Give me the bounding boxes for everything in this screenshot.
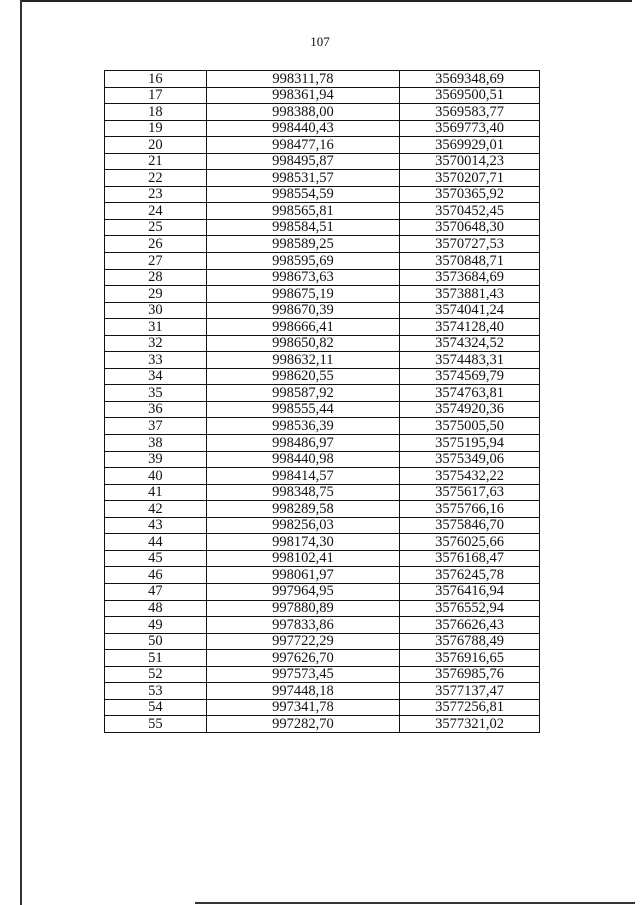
table-row: [105, 153, 540, 170]
table-row: [105, 269, 540, 286]
table-row: [105, 352, 540, 369]
x-coordinate-cell: 998061,97: [206, 567, 400, 584]
table-row: [105, 302, 540, 319]
point-number-cell: 34: [105, 368, 207, 385]
table-row: [105, 87, 540, 104]
table-row: [105, 716, 540, 733]
point-number-cell: 30: [105, 302, 207, 319]
point-number-cell: 51: [105, 650, 207, 667]
x-coordinate-cell: 998555,44: [206, 401, 400, 418]
x-coordinate-cell: 998632,11: [206, 352, 400, 369]
y-coordinate-cell: 3573684,69: [400, 269, 540, 286]
y-coordinate-cell: 3577321,02: [400, 716, 540, 733]
table-row: [105, 468, 540, 485]
point-number-cell: 21: [105, 153, 207, 170]
table-row: [105, 253, 540, 270]
x-coordinate-cell: 998348,75: [206, 484, 400, 501]
table-row: [105, 600, 540, 617]
table-row: [105, 170, 540, 187]
x-coordinate-cell: 997341,78: [206, 699, 400, 716]
point-number-cell: 42: [105, 501, 207, 518]
x-coordinate-cell: 998536,39: [206, 418, 400, 435]
point-number-cell: 28: [105, 269, 207, 286]
point-number-cell: 33: [105, 352, 207, 369]
x-coordinate-cell: 998440,98: [206, 451, 400, 468]
x-coordinate-cell: 997880,89: [206, 600, 400, 617]
table-row: [105, 650, 540, 667]
coordinates-table: [104, 70, 540, 733]
table-row: [105, 583, 540, 600]
y-coordinate-cell: 3576416,94: [400, 583, 540, 600]
coordinates-table-body: [105, 71, 540, 733]
table-row: [105, 335, 540, 352]
x-coordinate-cell: 998673,63: [206, 269, 400, 286]
x-coordinate-cell: 998440,43: [206, 120, 400, 137]
y-coordinate-cell: 3569583,77: [400, 104, 540, 121]
y-coordinate-cell: 3569929,01: [400, 137, 540, 154]
x-coordinate-cell: 997833,86: [206, 617, 400, 634]
y-coordinate-cell: 3570014,23: [400, 153, 540, 170]
y-coordinate-cell: 3570207,71: [400, 170, 540, 187]
point-number-cell: 39: [105, 451, 207, 468]
point-number-cell: 16: [105, 71, 207, 88]
x-coordinate-cell: 998477,16: [206, 137, 400, 154]
scan-edge-left: [20, 0, 22, 905]
table-row: [105, 219, 540, 236]
x-coordinate-cell: 998554,59: [206, 186, 400, 203]
y-coordinate-cell: 3569348,69: [400, 71, 540, 88]
table-row: [105, 683, 540, 700]
table-row: [105, 617, 540, 634]
table-row: [105, 385, 540, 402]
y-coordinate-cell: 3569500,51: [400, 87, 540, 104]
point-number-cell: 43: [105, 517, 207, 534]
y-coordinate-cell: 3575195,94: [400, 435, 540, 452]
point-number-cell: 19: [105, 120, 207, 137]
table-row: [105, 501, 540, 518]
x-coordinate-cell: 998666,41: [206, 319, 400, 336]
y-coordinate-cell: 3575766,16: [400, 501, 540, 518]
x-coordinate-cell: 997626,70: [206, 650, 400, 667]
table-row: [105, 286, 540, 303]
y-coordinate-cell: 3575617,63: [400, 484, 540, 501]
y-coordinate-cell: 3575349,06: [400, 451, 540, 468]
point-number-cell: 53: [105, 683, 207, 700]
point-number-cell: 31: [105, 319, 207, 336]
x-coordinate-cell: 998589,25: [206, 236, 400, 253]
table-row: [105, 435, 540, 452]
table-row: [105, 666, 540, 683]
y-coordinate-cell: 3569773,40: [400, 120, 540, 137]
point-number-cell: 25: [105, 219, 207, 236]
x-coordinate-cell: 998388,00: [206, 104, 400, 121]
y-coordinate-cell: 3574324,52: [400, 335, 540, 352]
x-coordinate-cell: 998311,78: [206, 71, 400, 88]
x-coordinate-cell: 998495,87: [206, 153, 400, 170]
point-number-cell: 17: [105, 87, 207, 104]
point-number-cell: 35: [105, 385, 207, 402]
table-row: [105, 104, 540, 121]
point-number-cell: 55: [105, 716, 207, 733]
x-coordinate-cell: 998174,30: [206, 534, 400, 551]
y-coordinate-cell: 3574569,79: [400, 368, 540, 385]
table-row: [105, 484, 540, 501]
y-coordinate-cell: 3574763,81: [400, 385, 540, 402]
x-coordinate-cell: 998414,57: [206, 468, 400, 485]
point-number-cell: 38: [105, 435, 207, 452]
y-coordinate-cell: 3576626,43: [400, 617, 540, 634]
y-coordinate-cell: 3576168,47: [400, 550, 540, 567]
point-number-cell: 29: [105, 286, 207, 303]
y-coordinate-cell: 3576245,78: [400, 567, 540, 584]
point-number-cell: 49: [105, 617, 207, 634]
table-row: [105, 137, 540, 154]
scan-edge-top: [22, 0, 632, 2]
y-coordinate-cell: 3577256,81: [400, 699, 540, 716]
point-number-cell: 48: [105, 600, 207, 617]
point-number-cell: 50: [105, 633, 207, 650]
y-coordinate-cell: 3570648,30: [400, 219, 540, 236]
table-row: [105, 418, 540, 435]
table-row: [105, 186, 540, 203]
point-number-cell: 37: [105, 418, 207, 435]
y-coordinate-cell: 3576552,94: [400, 600, 540, 617]
table-row: [105, 567, 540, 584]
y-coordinate-cell: 3576788,49: [400, 633, 540, 650]
x-coordinate-cell: 998675,19: [206, 286, 400, 303]
point-number-cell: 41: [105, 484, 207, 501]
y-coordinate-cell: 3574920,36: [400, 401, 540, 418]
x-coordinate-cell: 998102,41: [206, 550, 400, 567]
x-coordinate-cell: 998486,97: [206, 435, 400, 452]
table-row: [105, 71, 540, 88]
x-coordinate-cell: 998289,58: [206, 501, 400, 518]
point-number-cell: 36: [105, 401, 207, 418]
point-number-cell: 52: [105, 666, 207, 683]
table-row: [105, 203, 540, 220]
y-coordinate-cell: 3574483,31: [400, 352, 540, 369]
point-number-cell: 32: [105, 335, 207, 352]
x-coordinate-cell: 997282,70: [206, 716, 400, 733]
y-coordinate-cell: 3577137,47: [400, 683, 540, 700]
table-row: [105, 550, 540, 567]
y-coordinate-cell: 3570848,71: [400, 253, 540, 270]
y-coordinate-cell: 3575846,70: [400, 517, 540, 534]
x-coordinate-cell: 998361,94: [206, 87, 400, 104]
point-number-cell: 23: [105, 186, 207, 203]
y-coordinate-cell: 3570452,45: [400, 203, 540, 220]
point-number-cell: 22: [105, 170, 207, 187]
point-number-cell: 44: [105, 534, 207, 551]
point-number-cell: 40: [105, 468, 207, 485]
point-number-cell: 46: [105, 567, 207, 584]
point-number-cell: 24: [105, 203, 207, 220]
y-coordinate-cell: 3576025,66: [400, 534, 540, 551]
x-coordinate-cell: 998531,57: [206, 170, 400, 187]
table-row: [105, 319, 540, 336]
point-number-cell: 45: [105, 550, 207, 567]
scan-edge-bottom: [195, 902, 635, 904]
y-coordinate-cell: 3575005,50: [400, 418, 540, 435]
point-number-cell: 47: [105, 583, 207, 600]
x-coordinate-cell: 997964,95: [206, 583, 400, 600]
x-coordinate-cell: 998587,92: [206, 385, 400, 402]
x-coordinate-cell: 997722,29: [206, 633, 400, 650]
y-coordinate-cell: 3570727,53: [400, 236, 540, 253]
table-row: [105, 633, 540, 650]
x-coordinate-cell: 998670,39: [206, 302, 400, 319]
y-coordinate-cell: 3573881,43: [400, 286, 540, 303]
table-row: [105, 236, 540, 253]
table-row: [105, 120, 540, 137]
y-coordinate-cell: 3570365,92: [400, 186, 540, 203]
point-number-cell: 27: [105, 253, 207, 270]
page-number: 107: [310, 34, 330, 49]
table-row: [105, 699, 540, 716]
x-coordinate-cell: 998565,81: [206, 203, 400, 220]
point-number-cell: 54: [105, 699, 207, 716]
table-row: [105, 517, 540, 534]
table-row: [105, 368, 540, 385]
y-coordinate-cell: 3574128,40: [400, 319, 540, 336]
point-number-cell: 26: [105, 236, 207, 253]
point-number-cell: 18: [105, 104, 207, 121]
point-number-cell: 20: [105, 137, 207, 154]
x-coordinate-cell: 998595,69: [206, 253, 400, 270]
y-coordinate-cell: 3574041,24: [400, 302, 540, 319]
x-coordinate-cell: 998584,51: [206, 219, 400, 236]
x-coordinate-cell: 998620,55: [206, 368, 400, 385]
x-coordinate-cell: 998650,82: [206, 335, 400, 352]
table-row: [105, 534, 540, 551]
y-coordinate-cell: 3575432,22: [400, 468, 540, 485]
table-row: [105, 451, 540, 468]
y-coordinate-cell: 3576916,65: [400, 650, 540, 667]
x-coordinate-cell: 997573,45: [206, 666, 400, 683]
x-coordinate-cell: 998256,03: [206, 517, 400, 534]
y-coordinate-cell: 3576985,76: [400, 666, 540, 683]
table-row: [105, 401, 540, 418]
x-coordinate-cell: 997448,18: [206, 683, 400, 700]
